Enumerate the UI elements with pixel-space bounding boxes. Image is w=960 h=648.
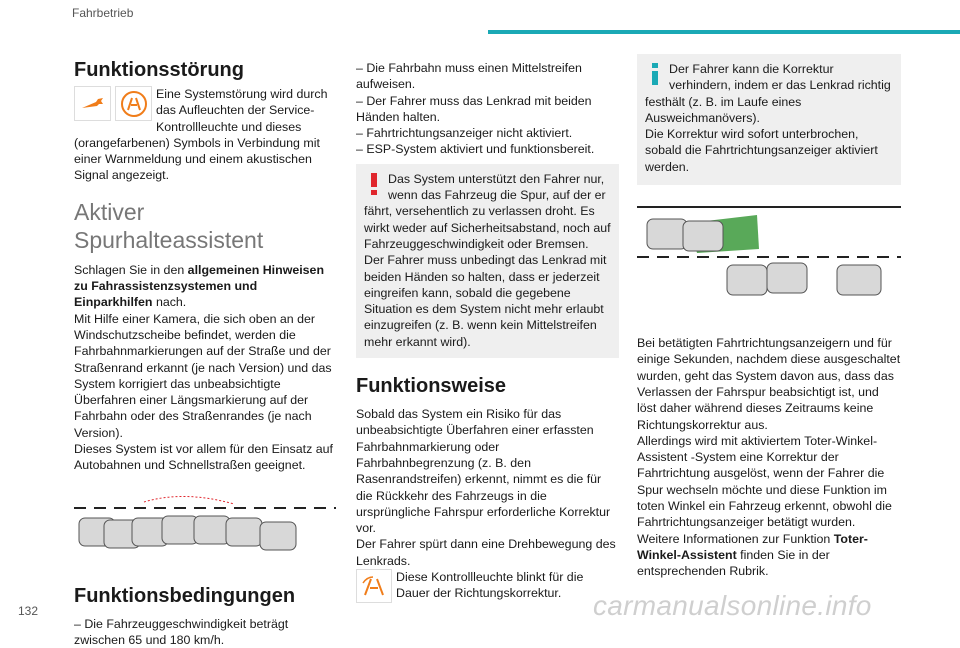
- heading-aktiver-spurhalteassistent: Aktiver Spurhalteassistent: [74, 198, 264, 253]
- bedingung-2: – Die Fahrbahn muss einen Mittelstreifen aufweisen.: [356, 61, 582, 92]
- warning-text-2: Der Fahrer muss unbedingt das Lenkrad mit beiden Händen so halten, dass er jederzeit eingreifen kann, sobald die gegebene Situation es dem System nicht mehr erlaubt einzugreifen (z. B. wenn kein Mittelstreifen mehr erkannt wird).: [364, 253, 607, 349]
- warning-exclamation-icon: [364, 171, 384, 197]
- bedingung-3: – Der Fahrer muss das Lenkrad mit beiden Händen halten.: [356, 93, 592, 124]
- warning-box: [356, 164, 619, 358]
- lane-keeping-illustration: [74, 492, 336, 564]
- right-paragraph-2: Allerdings wird mit aktiviertem Toter-Winkel-Assistent -System eine Korrektur der Fahrtrichtung ausgelöst, wenn der Fahrer die Spur wechseln möchte und diese Funktion im toten Winkel ein Fahrzeug erkennt, obwohl die Fahrtrichtungsanzeiger betätigt wurden.: [637, 433, 892, 530]
- heading-funktionsstoerung: Funktionsstörung: [74, 59, 244, 81]
- left-column: [74, 58, 336, 648]
- bedingung-5: – ESP-System aktiviert und funktionsbereit.: [356, 142, 595, 157]
- bedingung-1: – Die Fahrzeuggeschwindigkeit beträgt zwischen 65 und 180 km/h.: [74, 616, 289, 647]
- right-column: [637, 54, 901, 580]
- weise-text-1: Sobald das System ein Risiko für das unbeabsichtigte Überfahren einer erfassten Fahrbahnmarkierung oder Fahrbahnbegrenzung (z. B. den Rasenrandstreifen) erkennt, nimmt es die für die Rückkehr des Fahrzeugs in die ursprüngliche Fahrspur erforderliche Korrektur vor.: [356, 407, 611, 536]
- indicator-block: [356, 569, 619, 603]
- heading-funktionsweise: Funktionsweise: [356, 375, 507, 398]
- right-paragraph-3: Weitere Informationen zur Funktion Toter-Winkel-Assistent finden Sie in der entsprechenden Rubrik.: [637, 531, 868, 579]
- watermark: carmanualsonline.info: [593, 590, 872, 621]
- info-text-1: Der Fahrer kann die Korrektur verhindern, indem er das Lenkrad richtig festhält (z. B. im Laufe eines Ausweichmanövers).: [645, 62, 891, 125]
- right-text-block: [637, 335, 901, 579]
- intro-paragraph-2: Mit Hilfe einer Kamera, die sich oben an der Windschutzscheibe befindet, werden die Fahrbahnmarkierungen auf der Straße und der Straßenrand erkannt (je nach Version) und das System korrigiert das unbeabsichtigte Überfahren einer Längsmarkierung auf der Fahrbahn oder des Straßenrandes (je nach Version).: [74, 311, 332, 440]
- heading-funktionsbedingungen: Funktionsbedingungen: [74, 584, 296, 607]
- bedingung-4: – Fahrtrichtungsanzeiger nicht aktiviert.: [356, 126, 573, 141]
- lane-correction-illustration: [637, 205, 901, 301]
- stoerung-block: [74, 86, 336, 184]
- header-section: Fahrbetrieb: [72, 6, 134, 20]
- lane-keep-indicator-icon: [356, 569, 392, 603]
- weise-text-3: Diese Kontrollleuchte blinkt für die Dauer der Richtungskorrektur.: [396, 570, 584, 601]
- right-paragraph-1: Bei betätigten Fahrtrichtungsanzeigern und für einige Sekunden, nachdem diese ausgeschaltet wurden, geht das System davon aus, dass das Verlassen der Fahrspur beabsichtigt ist, und löst daher während dieses Zeitraums keine Richtungskorrektur aus.: [637, 336, 901, 432]
- page-number: 132: [18, 604, 39, 618]
- info-text-2: Die Korrektur wird sofort unterbrochen, sobald die Fahrtrichtungsanzeiger aktiviert werden.: [645, 127, 878, 174]
- warning-text-1: Das System unterstützt den Fahrer nur, wenn das Fahrzeug die Spur, auf der er fährt, versehentlich zu verlassen droht. Es wirkt weder auf Sicherheitsabstand, noch auf Fahrzeuggeschwindigkeit oder Bremsen.: [364, 171, 611, 251]
- info-box: [637, 54, 901, 185]
- lane-keep-warning-icon: [115, 86, 152, 121]
- intro-paragraph: Schlagen Sie in den allgemeinen Hinweisen zu Fahrassistenzsystemen und Einparkhilfen nach.: [74, 262, 325, 310]
- weise-text-2: Der Fahrer spürt dann eine Drehbewegung des Lenkrads.: [356, 537, 616, 568]
- wrench-icon: [74, 86, 111, 121]
- header-accent-bar: [488, 30, 960, 34]
- middle-column: [356, 60, 619, 603]
- info-icon: [645, 61, 665, 87]
- stoerung-text: Eine Systemstörung wird durch das Aufleuchten der Service-Kontrollleuchte und dieses (orangefarbenen) Symbols in Verbindung mit einer Warnmeldung und einem akustischen Signal angezeigt.: [74, 87, 328, 183]
- intro-paragraph-3: Dieses System ist vor allem für den Einsatz auf Autobahnen und Schnellstraßen geeignet.: [74, 442, 333, 473]
